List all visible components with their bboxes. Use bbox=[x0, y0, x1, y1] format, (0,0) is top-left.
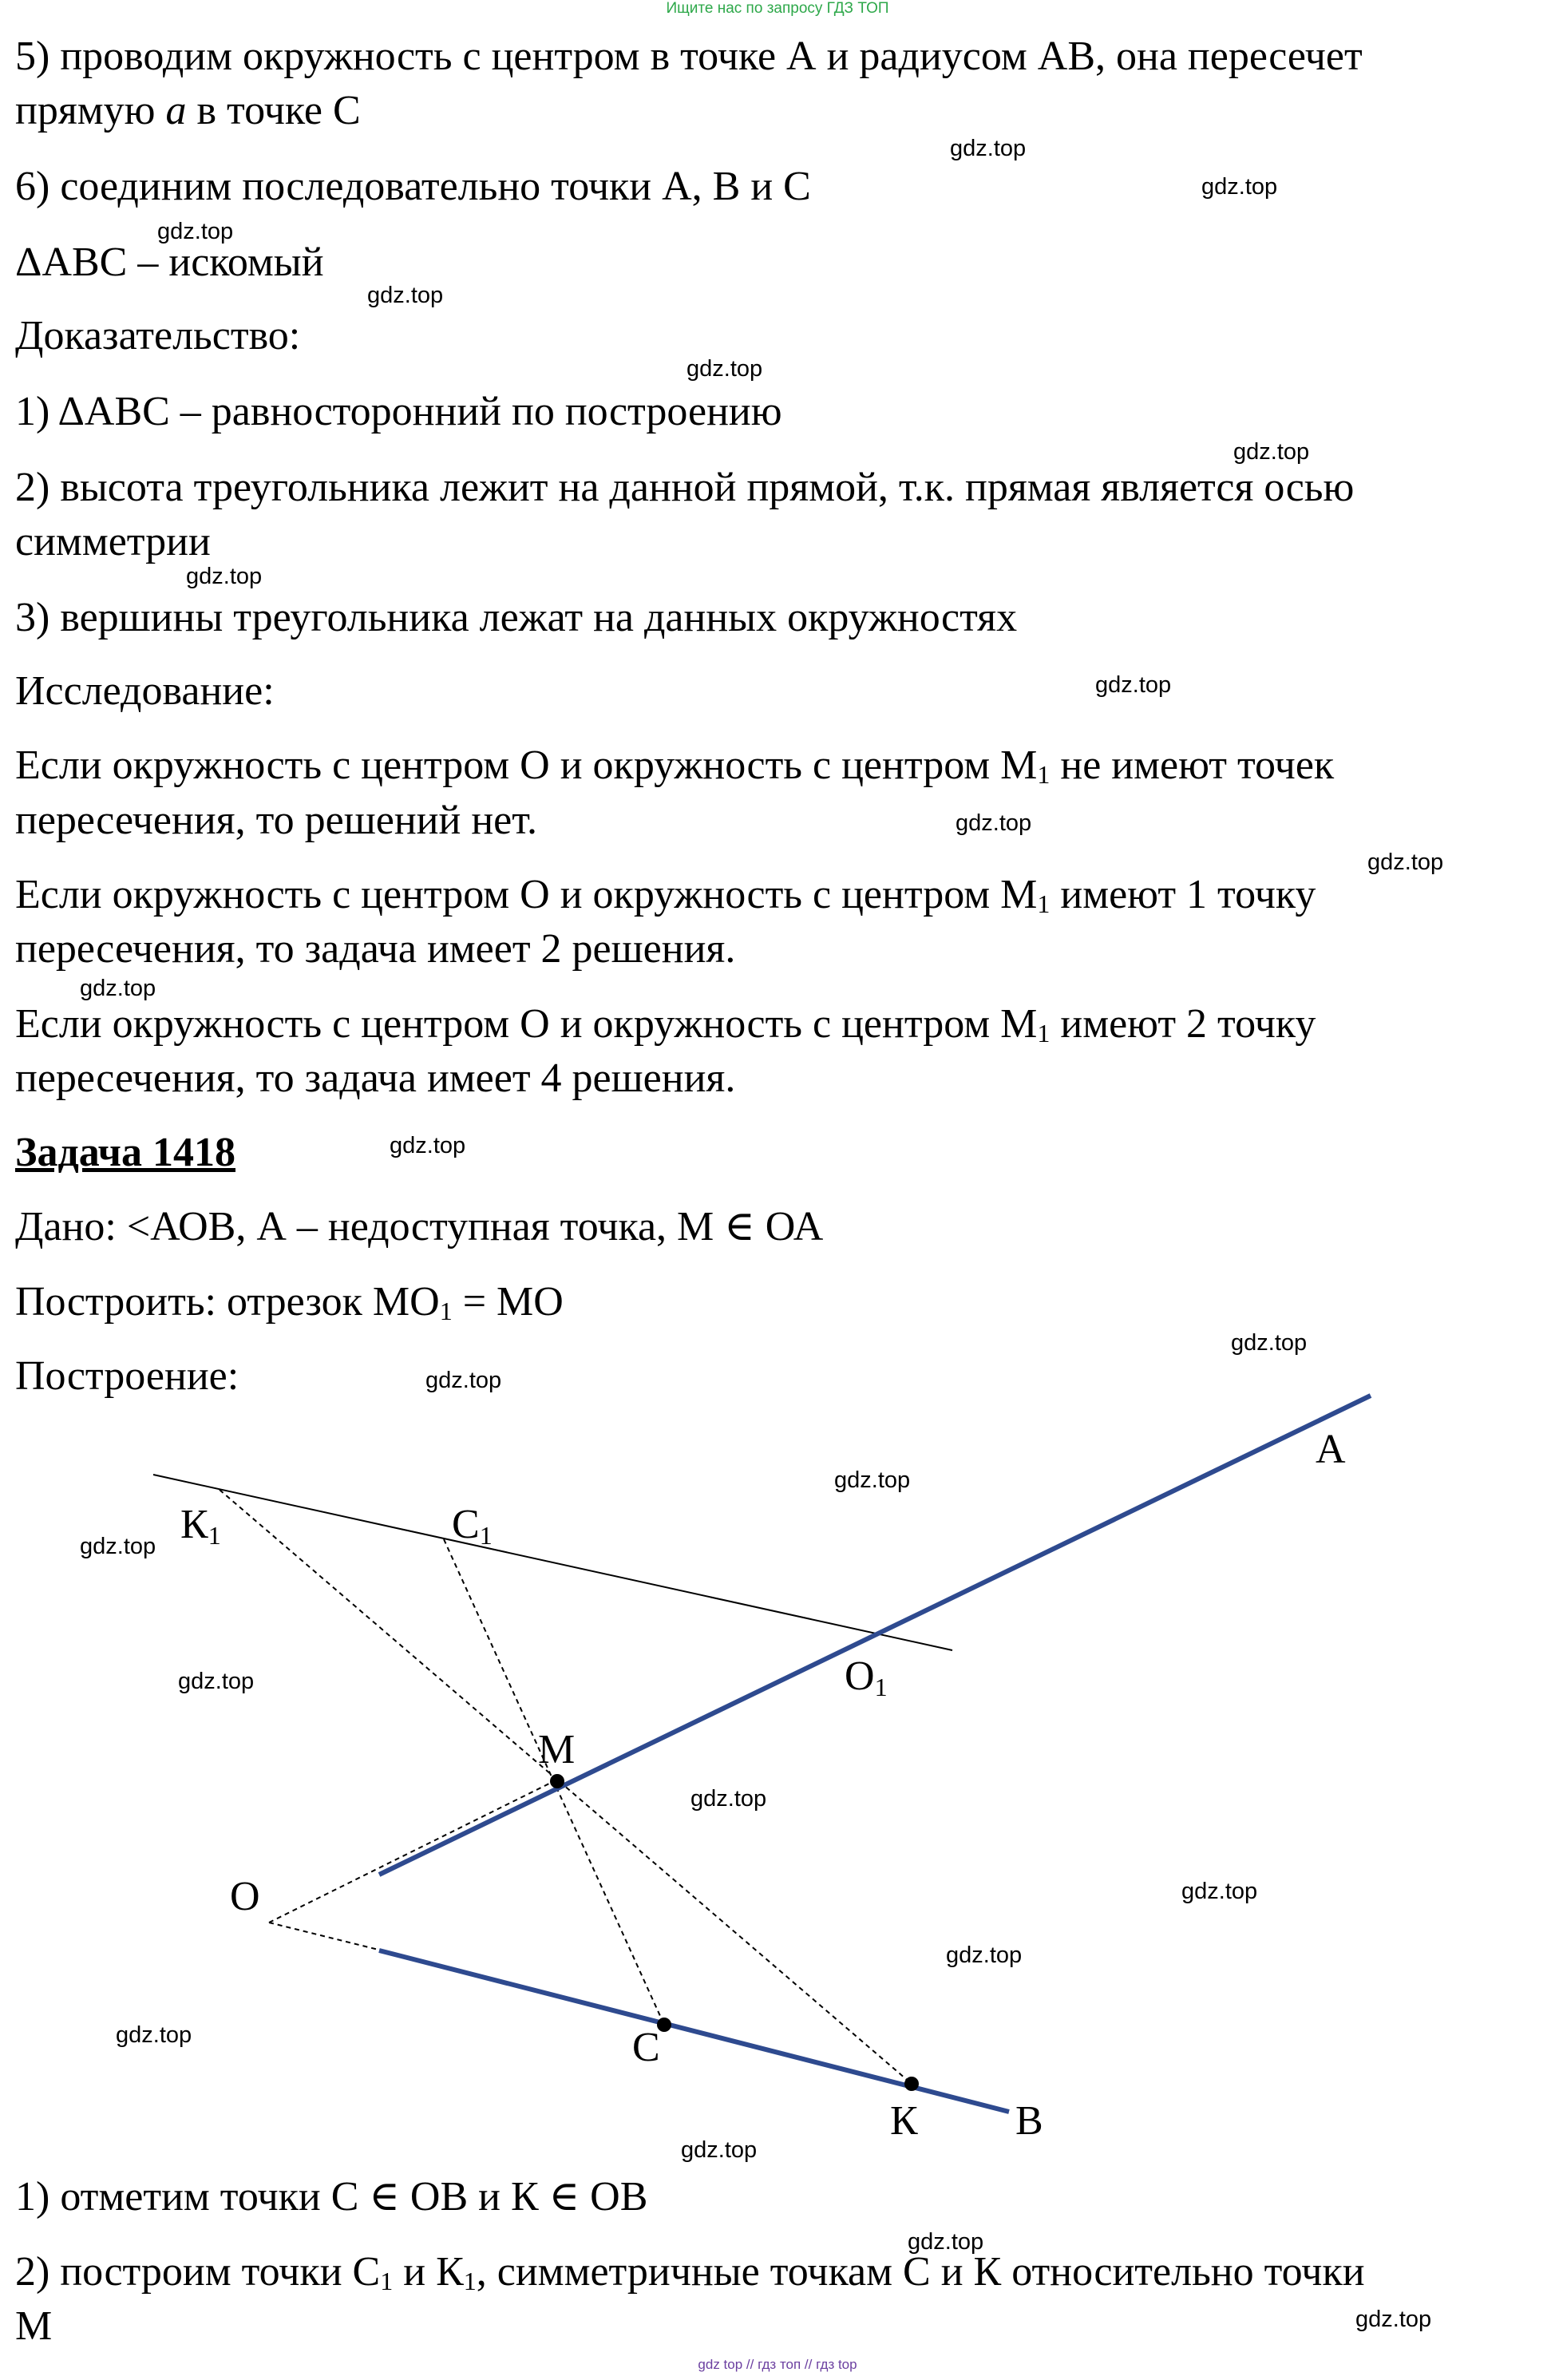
subscript: 1 bbox=[439, 1297, 453, 1325]
line-k1-o1 bbox=[153, 1475, 952, 1650]
dashed-o-m bbox=[269, 1779, 559, 1923]
watermark[interactable]: gdz.top bbox=[1201, 174, 1278, 200]
watermark[interactable]: gdz.top bbox=[157, 219, 234, 244]
text-line-proof-2: 2) высота треугольника лежит на данной прямой, т.к. прямая является осью bbox=[15, 465, 1355, 510]
label-c1 bbox=[452, 1502, 493, 1550]
text-line-proof-1: 1) ΔАВС – равносторонний по построению bbox=[15, 389, 782, 434]
text-fragment: не имеют точек bbox=[1050, 743, 1335, 788]
text-fragment: Построить: отрезок МО bbox=[15, 1279, 440, 1325]
problem-title: Задача 1418 bbox=[15, 1130, 235, 1175]
watermark[interactable]: gdz.top bbox=[908, 2229, 984, 2255]
text-fragment: Если окружность с центром О и окружность с центром М bbox=[15, 1001, 1038, 1047]
watermark[interactable]: gdz.top bbox=[690, 1786, 767, 1812]
watermark[interactable]: gdz.top bbox=[367, 283, 444, 308]
text-fragment: и К bbox=[393, 2249, 464, 2295]
text-line-step6: 6) соединим последовательно точки А, В и С bbox=[15, 164, 811, 209]
label-o1-sub: 1 bbox=[874, 1673, 888, 1701]
subscript: 1 bbox=[1037, 1019, 1051, 1047]
watermark[interactable]: gdz.top bbox=[834, 1467, 911, 1493]
label-o1-main: О bbox=[845, 1653, 875, 1699]
watermark[interactable]: gdz.top bbox=[186, 564, 263, 589]
watermark[interactable]: gdz.top bbox=[1095, 672, 1172, 698]
watermark[interactable]: gdz.top bbox=[1355, 2307, 1432, 2332]
text-fragment: , симметричные точкам С и К относительно точки bbox=[476, 2249, 1365, 2295]
label-k1-sub: 1 bbox=[208, 1521, 221, 1550]
text-line-proof-2-cont: симметрии bbox=[15, 519, 211, 564]
watermark[interactable]: gdz.top bbox=[956, 810, 1032, 836]
label-c1-sub: 1 bbox=[479, 1521, 493, 1550]
label-o1 bbox=[845, 1653, 888, 1701]
watermark[interactable]: gdz.top bbox=[116, 2022, 192, 2048]
watermark[interactable]: gdz.top bbox=[1181, 1879, 1258, 1904]
label-a: А bbox=[1316, 1427, 1346, 1472]
top-banner[interactable]: Ищите нас по запросу ГДЗ ТОП bbox=[666, 0, 889, 17]
text-line-given: Дано: <АОВ, А – недоступная точка, М ∈ ОА bbox=[15, 1204, 824, 1249]
text-fragment: имеют 1 точку bbox=[1050, 872, 1316, 917]
watermark[interactable]: gdz.top bbox=[946, 1942, 1023, 1968]
watermark[interactable]: gdz.top bbox=[950, 136, 1027, 161]
text-line-step5: 5) проводим окружность с центром в точке А и радиусом АВ, она пересечет bbox=[15, 34, 1363, 79]
watermark[interactable]: gdz.top bbox=[1367, 849, 1444, 875]
text-fragment: имеют 2 точку bbox=[1050, 1001, 1316, 1047]
label-k: К bbox=[890, 2098, 918, 2144]
label-o: О bbox=[230, 1874, 260, 1919]
subscript: 1 bbox=[380, 2267, 394, 2295]
heading-proof: Доказательство: bbox=[15, 313, 301, 358]
watermark[interactable]: gdz.top bbox=[681, 2137, 758, 2163]
label-k1-main: К bbox=[180, 1502, 208, 1547]
label-m: М bbox=[538, 1727, 576, 1772]
heading-research: Исследование: bbox=[15, 668, 275, 714]
watermark[interactable]: gdz.top bbox=[390, 1133, 466, 1158]
label-c1-main: С bbox=[452, 1502, 480, 1547]
text-line-step-2-cont: М bbox=[15, 2303, 53, 2349]
subscript: 1 bbox=[1037, 760, 1051, 789]
heading-construction: Построение: bbox=[15, 1353, 239, 1399]
watermark[interactable]: gdz.top bbox=[80, 1534, 156, 1559]
watermark[interactable]: gdz.top bbox=[178, 1669, 255, 1694]
text-line-case-2-cont: пересечения, то задача имеет 2 решения. bbox=[15, 926, 736, 972]
watermark[interactable]: gdz.top bbox=[1233, 439, 1310, 465]
text-line-result: ΔАВС – искомый bbox=[15, 240, 324, 285]
subscript: 1 bbox=[463, 2267, 477, 2295]
text-line-case-3-cont: пересечения, то задача имеет 4 решения. bbox=[15, 1055, 736, 1101]
label-k1 bbox=[180, 1502, 221, 1550]
text-fragment: Если окружность с центром О и окружность с центром М bbox=[15, 743, 1038, 788]
dashed-o-b bbox=[269, 1923, 382, 1950]
text-fragment: прямую bbox=[15, 88, 166, 133]
variable-a: a bbox=[165, 88, 187, 133]
text-fragment: Если окружность с центром О и окружность с центром М bbox=[15, 872, 1038, 917]
watermark[interactable]: gdz.top bbox=[1231, 1330, 1308, 1356]
text-fragment: = МО bbox=[452, 1279, 564, 1325]
text-fragment: в точке С bbox=[186, 88, 361, 133]
watermark[interactable]: gdz.top bbox=[686, 356, 763, 382]
text-line-proof-3: 3) вершины треугольника лежат на данных окружностях bbox=[15, 595, 1018, 640]
text-line-step-1: 1) отметим точки С ∈ ОВ и К ∈ ОВ bbox=[15, 2174, 648, 2220]
text-line-case-1-cont: пересечения, то решений нет. bbox=[15, 798, 538, 843]
label-c: С bbox=[632, 2025, 660, 2070]
point-m bbox=[550, 1774, 564, 1788]
watermark[interactable]: gdz.top bbox=[425, 1368, 502, 1393]
text-fragment: 2) построим точки С bbox=[15, 2249, 381, 2295]
watermark[interactable]: gdz.top bbox=[80, 976, 156, 1001]
label-b: В bbox=[1015, 2098, 1043, 2144]
bottom-banner[interactable]: gdz top // гдз топ // гдз top bbox=[698, 2357, 857, 2372]
point-k bbox=[904, 2077, 919, 2091]
subscript: 1 bbox=[1037, 889, 1051, 918]
